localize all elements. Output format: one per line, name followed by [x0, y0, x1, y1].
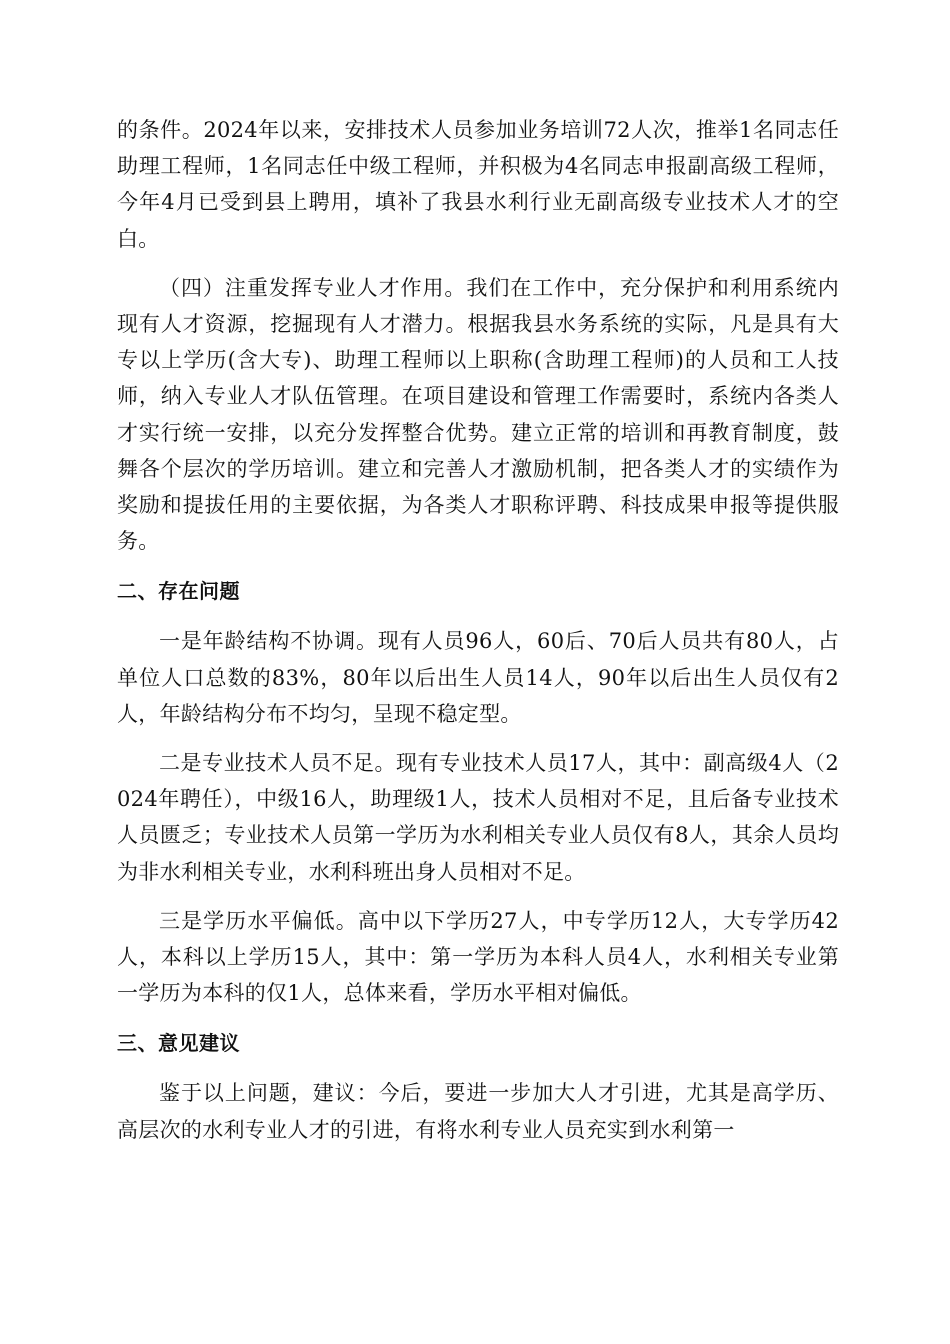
section-heading-suggestions: 三、意见建议 [117, 1031, 240, 1056]
document-body [117, 112, 839, 1148]
paragraph-talent-usage: （四）注重发挥专业人才作用。我们在工作中，充分保护和利用系统内现有人才资源，挖掘现有人才潜力。根据我县水务系统的实际，凡是具有大专以上学历(含大专)、助理工程师以上职称(含助理工程师)的人员和工人技师，纳入专业人才队伍管理。在项目建设和管理工作需要时，系统内各类人才实行统一安排，以充分发挥整合优势。建立正常的培训和再教育制度，鼓舞各个层次的学历培训。建立和完善人才激励机制，把各类人才的实绩作为奖励和提拔任用的主要依据，为各类人才职称评聘、科技成果申报等提供服务。 [117, 275, 839, 554]
paragraph-training-results: 的条件。2024年以来，安排技术人员参加业务培训72人次，推举1名同志任助理工程师，1名同志任中级工程师，并积极为4名同志申报副高级工程师，今年4月已受到县上聘用，填补了我县水利行业无副高级专业技术人才的空白。 [117, 118, 839, 251]
paragraph-suggestion: 鉴于以上问题，建议：今后，要进一步加大人才引进，尤其是高学历、高层次的水利专业人才的引进，有将水利专业人员充实到水利第一 [117, 1081, 839, 1142]
paragraph-education-level: 三是学历水平偏低。高中以下学历27人，中专学历12人，大专学历42人，本科以上学历15人，其中：第一学历为本科人员4人，水利相关专业第一学历为本科的仅1人，总体来看，学历水平相对偏低。 [117, 908, 839, 1006]
section-heading-problems: 二、存在问题 [117, 579, 240, 604]
paragraph-age-structure: 一是年龄结构不协调。现有人员96人，60后、70后人员共有80人，占单位人口总数的83%，80年以后出生人员14人，90年以后出生人员仅有2人，年龄结构分布不均匀，呈现不稳定型。 [117, 629, 839, 726]
paragraph-technical-staff: 二是专业技术人员不足。现有专业技术人员17人，其中：副高级4人（2024年聘任），中级16人，助理级1人，技术人员相对不足，且后备专业技术人员匮乏；专业技术人员第一学历为水利相关专业人员仅有8人，其余人员均为非水利相关专业，水利科班出身人员相对不足。 [117, 751, 839, 884]
